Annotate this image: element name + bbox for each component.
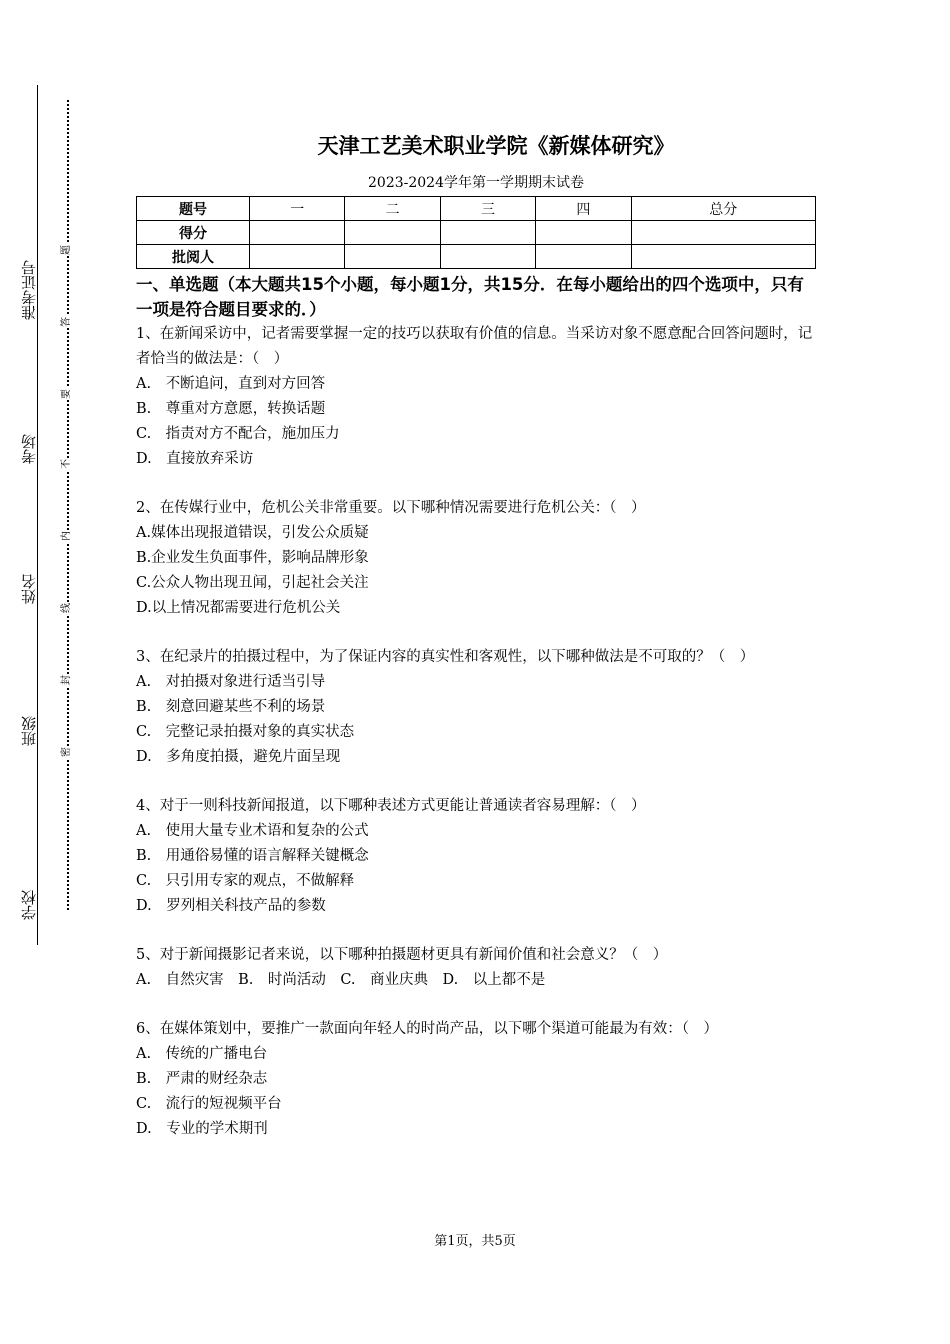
option: A. 自然灾害 B. 时尚活动 C. 商业庆典 D. 以上都不是 <box>136 972 546 988</box>
seal-warning-char: 封 <box>61 675 72 685</box>
question-text: 5、对于新闻摄影记者来说，以下哪种拍摄题材更具有新闻价值和社会意义？（ ） <box>136 947 668 963</box>
question-text: 3、在纪录片的拍摄过程中，为了保证内容的真实性和客观性，以下哪种做法是不可取的？（ ） <box>136 649 755 665</box>
exam-room-label: 考场 <box>20 434 38 464</box>
name-label: 姓名 <box>20 574 38 604</box>
question-2 <box>136 496 816 621</box>
exam-number-label: 准考证号 <box>20 260 38 320</box>
option: C. 指责对方不配合，施加压力 <box>136 426 340 442</box>
exam-title: 天津工艺美术职业学院《新媒体研究》 <box>317 134 675 158</box>
reviewer-cell <box>345 245 440 269</box>
score-cell <box>536 221 631 245</box>
option: C. 只引用专家的观点，不做解释 <box>136 873 355 889</box>
question-3 <box>136 645 816 770</box>
option: A. 传统的广播电台 <box>136 1046 268 1062</box>
row-label: 得分 <box>137 221 250 245</box>
school-label: 学校 <box>20 890 38 920</box>
row-label: 批阅人 <box>137 245 250 269</box>
score-cell <box>440 221 535 245</box>
exam-content <box>136 128 816 1142</box>
score-row <box>137 221 816 245</box>
option: A. 使用大量专业术语和复杂的公式 <box>136 823 369 839</box>
option: D. 罗列相关科技产品的参数 <box>136 898 326 914</box>
binding-dotted-line <box>67 100 69 910</box>
option: C.公众人物出现丑闻，引起社会关注 <box>136 575 369 591</box>
option: D.以上情况都需要进行危机公关 <box>136 600 341 616</box>
question-1 <box>136 322 816 472</box>
seal-warning-char: 密 <box>61 747 72 757</box>
option: B. 尊重对方意愿，转换话题 <box>136 401 326 417</box>
page-number: 第1页，共5页 <box>434 1234 516 1249</box>
option: D. 直接放弃采访 <box>136 451 254 467</box>
option: B. 严肃的财经杂志 <box>136 1071 268 1087</box>
seal-warning-char: 内 <box>61 531 72 541</box>
option: C. 完整记录拍摄对象的真实状态 <box>136 724 355 740</box>
question-text: 4、对于一则科技新闻报道，以下哪种表述方式更能让普通读者容易理解：（ ） <box>136 798 646 814</box>
score-cell <box>631 221 815 245</box>
table-header-cell: 一 <box>250 197 345 221</box>
exam-subtitle: 2023-2024学年第一学期期末试卷 <box>368 175 584 191</box>
table-header-cell: 题号 <box>137 197 250 221</box>
table-header-cell: 三 <box>440 197 535 221</box>
section-title: 一、单选题（本大题共15个小题，每小题1分，共15分．在每小题给出的四个选项中，只有一项是符合题目要求的．） <box>136 275 804 319</box>
score-cell <box>345 221 440 245</box>
score-cell <box>250 221 345 245</box>
seal-warning-char: 线 <box>61 603 72 613</box>
reviewer-cell <box>536 245 631 269</box>
reviewer-row <box>137 245 816 269</box>
class-label: 班级 <box>20 716 38 746</box>
seal-warning-char: 答 <box>61 317 72 327</box>
question-4 <box>136 794 816 919</box>
option: B. 用通俗易懂的语言解释关键概念 <box>136 848 369 864</box>
binding-margin <box>0 0 110 1344</box>
question-text: 6、在媒体策划中，要推广一款面向年轻人的时尚产品，以下哪个渠道可能最为有效：（ ） <box>136 1021 718 1037</box>
table-header-cell: 二 <box>345 197 440 221</box>
question-text: 2、在传媒行业中，危机公关非常重要。以下哪种情况需要进行危机公关：（ ） <box>136 500 646 516</box>
score-table-header-row <box>137 197 816 221</box>
question-5 <box>136 943 816 993</box>
option: A. 对拍摄对象进行适当引导 <box>136 674 326 690</box>
option: A. 不断追问，直到对方回答 <box>136 376 326 392</box>
score-table <box>136 196 816 269</box>
table-header-cell: 四 <box>536 197 631 221</box>
seal-warning-char: 要 <box>61 389 72 399</box>
option: B. 刻意回避某些不利的场景 <box>136 699 326 715</box>
option: D. 专业的学术期刊 <box>136 1121 268 1137</box>
binding-solid-line <box>37 85 38 945</box>
question-text: 1、在新闻采访中，记者需要掌握一定的技巧以获取有价值的信息。当采访对象不愿意配合回答问题时，记者恰当的做法是：（ ） <box>136 326 813 367</box>
seal-warning-char: 不 <box>61 459 72 469</box>
option: A.媒体出现报道错误，引发公众质疑 <box>136 525 369 541</box>
question-6 <box>136 1017 816 1142</box>
table-header-cell: 总分 <box>631 197 815 221</box>
reviewer-cell <box>250 245 345 269</box>
reviewer-cell <box>631 245 815 269</box>
reviewer-cell <box>440 245 535 269</box>
option: D. 多角度拍摄，避免片面呈现 <box>136 749 341 765</box>
option: C. 流行的短视频平台 <box>136 1096 282 1112</box>
option: B.企业发生负面事件，影响品牌形象 <box>136 550 369 566</box>
seal-warning-char: 题 <box>61 245 72 255</box>
